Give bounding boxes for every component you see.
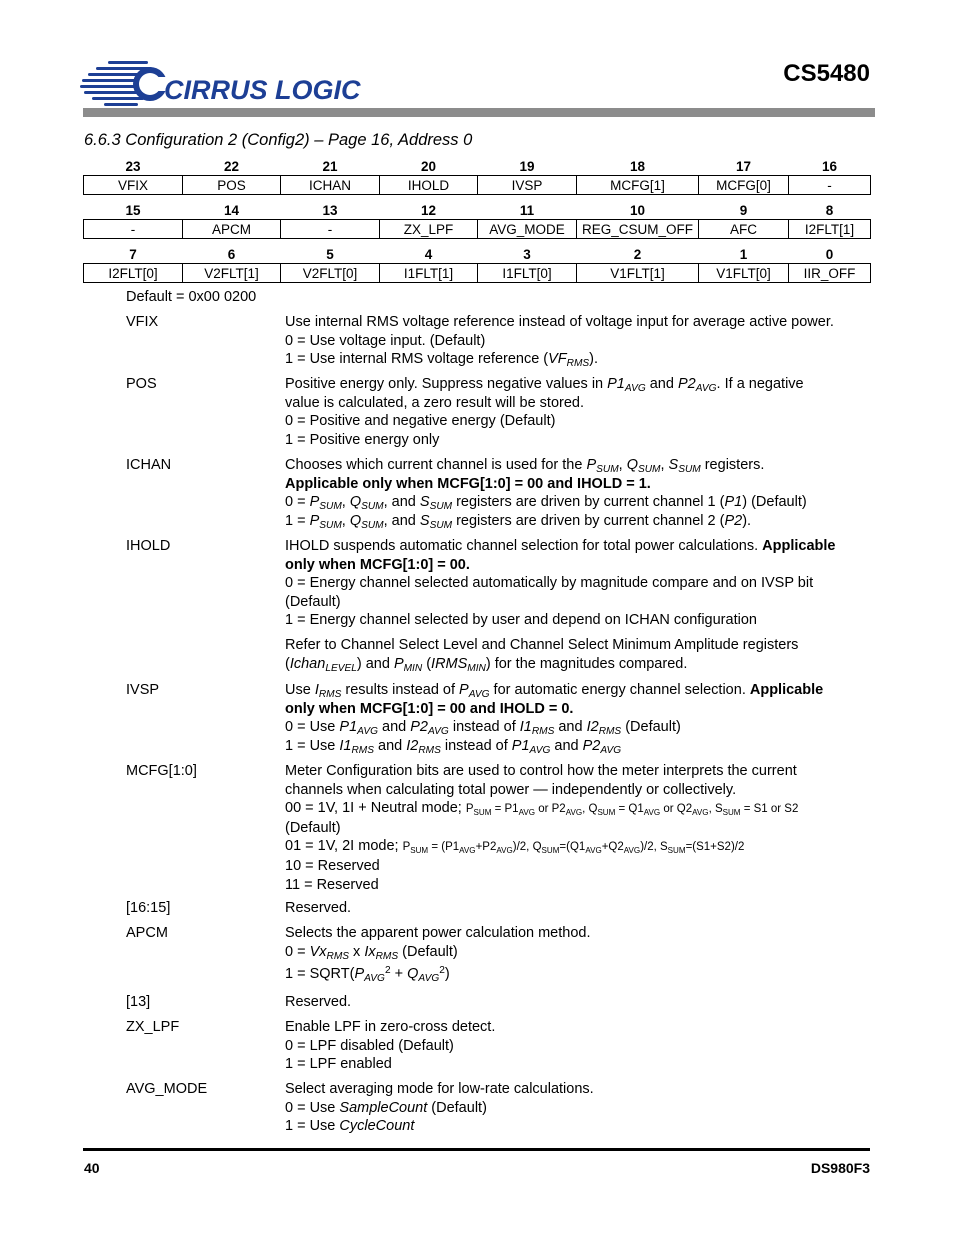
bit-name: ZX_LPF	[380, 220, 478, 239]
desc-line: only when MCFG[1:0] = 00.	[285, 556, 470, 573]
field-reserved-16-15	[126, 899, 876, 918]
bit-name: MCFG[0]	[699, 176, 789, 195]
bit-number: 12	[420, 203, 437, 218]
desc-line: Chooses which current channel is used for the $P_{SUM}$, $Q_{SUM}$, $S_{SUM}$ registers.	[285, 457, 765, 475]
bit-number: 14	[223, 203, 240, 218]
desc-line: Use $I_{RMS}$ results instead of $P_{AVG}$ for automatic energy channel selection. Applicable	[285, 682, 824, 700]
bit-name: POS	[183, 176, 281, 195]
bit-number: 23	[125, 159, 141, 174]
field-reserved-13	[126, 993, 876, 1012]
desc-line: only when MCFG[1:0] = 00 and IHOLD = 0.	[285, 700, 574, 717]
field-name: IVSP	[126, 682, 160, 698]
bit-name: ICHAN	[281, 176, 380, 195]
desc-line: 1 = Energy channel selected by user and depend on ICHAN configuration	[285, 612, 757, 629]
field-name: ICHAN	[126, 457, 172, 473]
bit-number: 20	[420, 159, 437, 174]
bit-name: V2FLT[1]	[183, 264, 281, 283]
register-table-low	[83, 246, 871, 283]
bit-number: 22	[223, 159, 240, 174]
bit-name: AFC	[699, 220, 789, 239]
field-description	[285, 456, 876, 530]
field-description	[285, 899, 876, 918]
register-table-high	[83, 158, 871, 195]
bit-number: 8	[825, 203, 834, 218]
field-description	[285, 1080, 876, 1136]
field-name: MCFG[1:0]	[126, 763, 197, 779]
desc-line: Select averaging mode for low-rate calculations.	[285, 1081, 594, 1097]
bit-number: 2	[633, 247, 642, 262]
desc-line: Applicable only when MCFG[1:0] = 00 and IHOLD = 1.	[285, 475, 651, 492]
field-description	[285, 993, 876, 1012]
field-description	[285, 681, 876, 755]
field-name: APCM	[126, 925, 168, 941]
bit-number: 18	[629, 159, 646, 174]
bit-number: 11	[519, 203, 535, 218]
bit-name: -	[281, 220, 380, 239]
desc-line: 10 = Reserved	[285, 857, 380, 874]
default-value: Default = 0x00 0200	[126, 289, 257, 305]
desc-line: Reserved.	[285, 994, 352, 1010]
bit-name: VFIX	[84, 176, 183, 195]
bit-name: IHOLD	[380, 176, 478, 195]
bit-number: 21	[322, 159, 338, 174]
bit-number: 6	[227, 247, 236, 262]
bit-name: IIR_OFF	[789, 264, 871, 283]
desc-line: Reserved.	[285, 900, 352, 916]
field-ihold	[126, 537, 876, 673]
field-description	[285, 924, 876, 984]
desc-line: value is calculated, a zero result will be stored.	[285, 394, 585, 411]
desc-line: 0 = Use SampleCount (Default)	[285, 1099, 487, 1116]
desc-line: $1 = P_{SUM}$, $Q_{SUM}$, and $S_{SUM}$ registers are driven by current channel 2 (P2).	[285, 512, 752, 531]
bit-name: I2FLT[1]	[789, 220, 871, 239]
field-vfix	[126, 313, 876, 369]
header-rule	[83, 108, 875, 117]
bit-name: -	[789, 176, 871, 195]
bit-name: APCM	[183, 220, 281, 239]
field-description	[285, 375, 876, 449]
footer-rule	[83, 1148, 870, 1151]
desc-line: channels when calculating total power — independently or collectively.	[285, 781, 737, 798]
bit-name: V1FLT[0]	[699, 264, 789, 283]
desc-line: Enable LPF in zero-cross detect.	[285, 1019, 496, 1035]
field-name: [16:15]	[126, 900, 171, 916]
bit-name: V2FLT[0]	[281, 264, 380, 283]
desc-line: 0 = LPF disabled (Default)	[285, 1037, 454, 1054]
field-description	[285, 537, 876, 673]
bit-name: AVG_MODE	[478, 220, 577, 239]
field-ivsp	[126, 681, 876, 755]
desc-line: Selects the apparent power calculation method.	[285, 925, 591, 941]
field-mcfg	[126, 762, 876, 894]
desc-line: 1 = Use CycleCount	[285, 1118, 415, 1135]
desc-line: 1 = Positive energy only	[285, 431, 440, 448]
desc-line: $1 = SQRT(P_{AVG}^2 + Q_{AVG}^2)$	[285, 965, 450, 985]
bit-number: 10	[629, 203, 646, 218]
bit-number: 9	[739, 203, 748, 218]
bit-name: V1FLT[1]	[577, 264, 699, 283]
bit-number: 3	[523, 247, 531, 262]
bit-name: IVSP	[478, 176, 577, 195]
field-name: AVG_MODE	[126, 1081, 208, 1097]
field-name: POS	[126, 376, 157, 392]
bit-name: I2FLT[0]	[84, 264, 183, 283]
desc-line: IHOLD suspends automatic channel selection for total power calculations. Applicable	[285, 538, 836, 554]
document-id: DS980F3	[810, 1160, 870, 1176]
desc-line: 11 = Reserved	[285, 876, 379, 893]
bit-number: 16	[821, 159, 838, 174]
desc-line: Meter Configuration bits are used to control how the meter interprets the current	[285, 763, 797, 779]
logo-text: CIRRUS LOGIC	[164, 75, 361, 105]
bit-number: 17	[735, 159, 752, 174]
desc-line: 01 = 1V, 2I mode; $P_{SUM} = (P1_{AVG}+P2_{AVG})/2$, $Q_{SUM}=(Q1_{AVG}+Q2_{AVG})/2$, $S_{SUM}=(S1+S2)/2$	[285, 838, 745, 856]
field-name: VFIX	[126, 314, 159, 330]
field-ichan	[126, 456, 876, 530]
bit-number: 1	[739, 247, 748, 262]
desc-line: 00 = 1V, 1I + Neutral mode; $P_{SUM} = P1_{AVG}$ or $P2_{AVG}$, $Q_{SUM} = Q1_{AVG}$ or $Q2_{AVG}$, $S_{SUM} = S1$ or S2	[285, 800, 799, 818]
bit-number: 0	[825, 247, 834, 262]
bit-number: 5	[326, 247, 334, 262]
register-table-mid	[83, 202, 871, 239]
field-description	[285, 313, 876, 369]
desc-line: 0 = Energy channel selected automatically by magnitude compare and on IVSP bit	[285, 575, 814, 592]
bit-name: -	[84, 220, 183, 239]
bit-name: REG_CSUM_OFF	[577, 220, 699, 239]
field-avg-mode	[126, 1080, 876, 1136]
field-name: ZX_LPF	[126, 1019, 180, 1035]
desc-line: (Ichan$_{LEVEL}$) and $P_{MIN}$ $(IRMS_{MIN})$ for the magnitudes compared.	[285, 655, 688, 674]
section-title: 6.6.3 Configuration 2 (Config2) – Page 16, Address 0	[84, 131, 473, 149]
desc-line: Refer to Channel Select Level and Channel Select Minimum Amplitude registers	[285, 636, 799, 653]
field-description	[285, 1018, 876, 1074]
bit-number: 15	[125, 203, 141, 218]
desc-line: 0 = Use $P1_{AVG}$ and $P2_{AVG}$ instead of $I1_{RMS}$ and $I2_{RMS}$ (Default)	[285, 719, 681, 738]
desc-line: 1 = LPF enabled	[285, 1056, 392, 1073]
bit-number: 7	[129, 247, 137, 262]
desc-line: 1 = Use $I1_{RMS}$ and $I2_{RMS}$ instead of $P1_{AVG}$ and $P2_{AVG}$	[285, 737, 622, 756]
bit-name: I1FLT[1]	[380, 264, 478, 283]
desc-line: Positive energy only. Suppress negative values in $P1_{AVG}$ and $P2_{AVG}$. If a negative	[285, 376, 804, 394]
field-description	[285, 762, 876, 894]
bit-name: I1FLT[0]	[478, 264, 577, 283]
field-zx-lpf	[126, 1018, 876, 1074]
bit-number: 4	[424, 247, 433, 262]
desc-line: 0 = Use voltage input. (Default)	[285, 332, 486, 349]
desc-line: $0 = Vx_{RMS}$ x $Ix_{RMS}$ (Default)	[285, 943, 458, 962]
desc-line: $0 = P_{SUM}$, $Q_{SUM}$, and $S_{SUM}$ registers are driven by current channel 1 (P1) (Default)	[285, 494, 807, 513]
bit-number: 19	[519, 159, 535, 174]
bit-name: MCFG[1]	[577, 176, 699, 195]
field-name: [13]	[126, 994, 151, 1010]
field-pos	[126, 375, 876, 449]
part-number: CS5480	[783, 60, 870, 87]
desc-line: (Default)	[285, 593, 341, 610]
cirrus-logic-logo	[80, 55, 370, 110]
desc-line: (Default)	[285, 819, 341, 836]
desc-line: 1 = Use internal RMS voltage reference $(VF_{RMS})$.	[285, 351, 599, 370]
field-apcm	[126, 924, 876, 984]
field-name: IHOLD	[126, 538, 171, 554]
bit-number: 13	[322, 203, 338, 218]
desc-line: Use internal RMS voltage reference instead of voltage input for average active power.	[285, 314, 834, 330]
desc-line: 0 = Positive and negative energy (Default)	[285, 413, 556, 430]
page-number: 40	[84, 1160, 100, 1176]
